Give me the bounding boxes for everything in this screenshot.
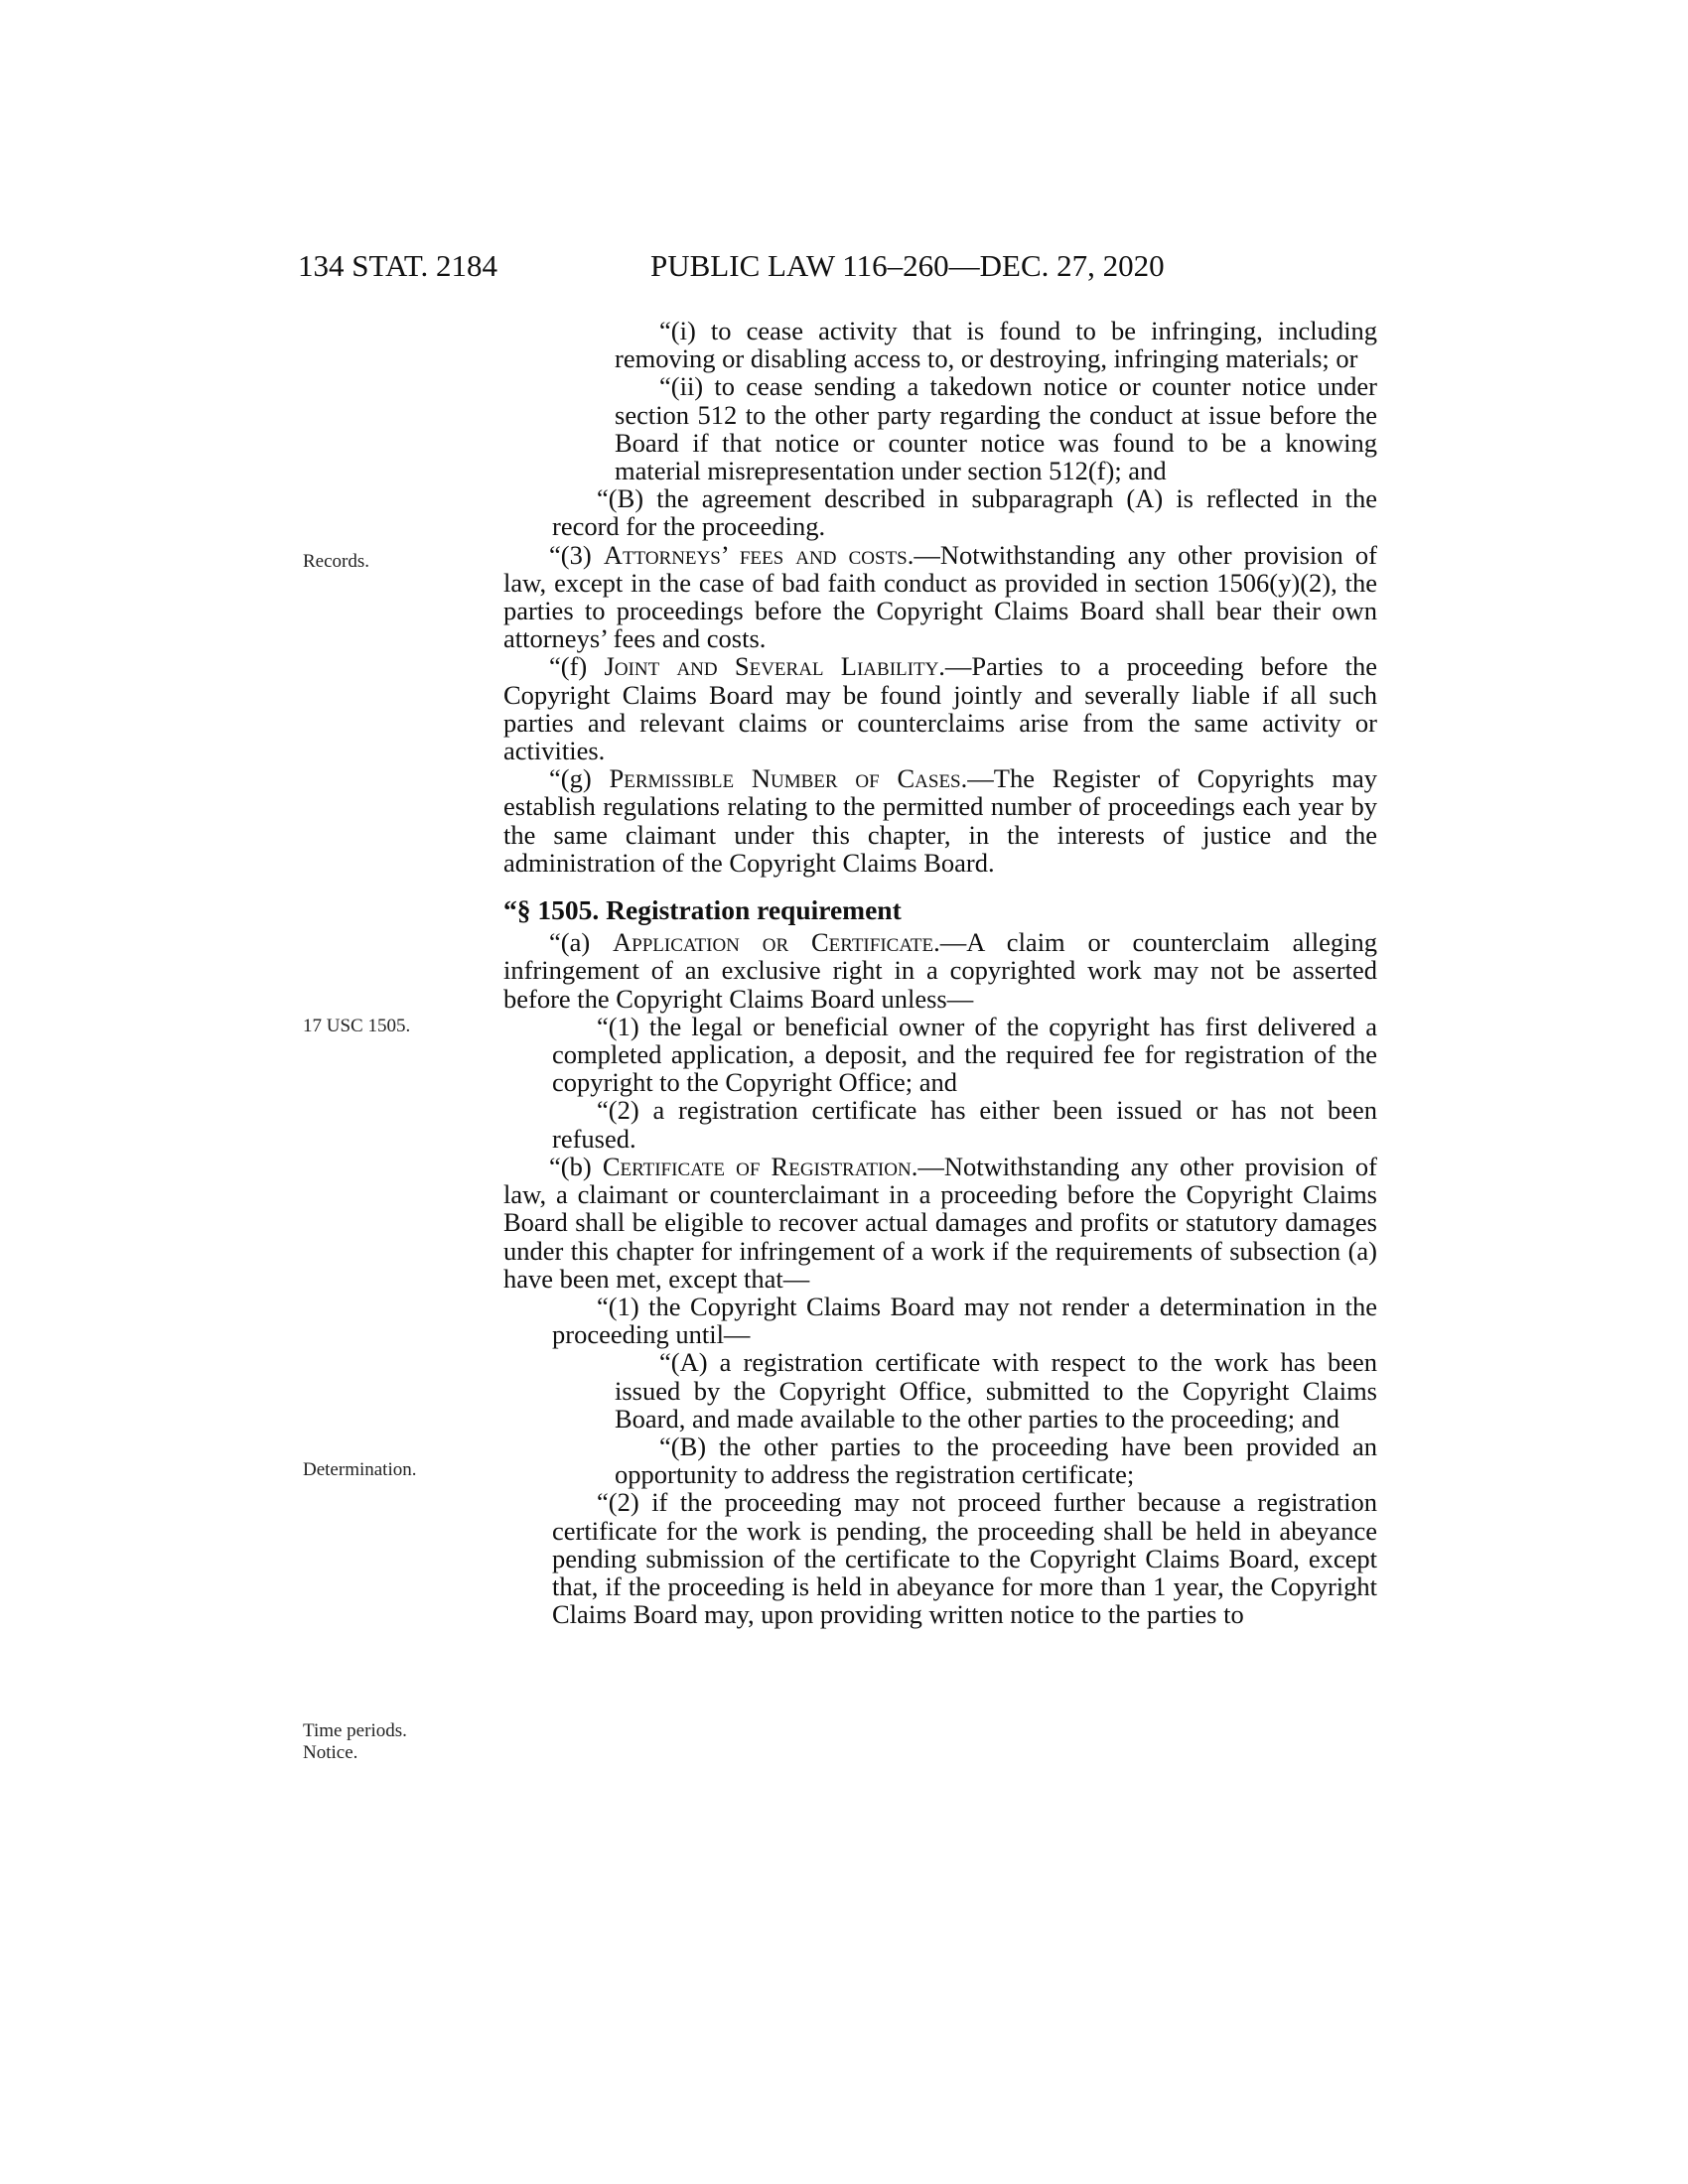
paragraph-a2: “(2) a registration certificate has either been issued or has not been refused. bbox=[552, 1095, 1377, 1154]
margin-note-time-periods: Time periods. bbox=[303, 1720, 407, 1741]
subsection-a-text: .—A claim or counterclaim alleging infringement of an exclusive right in a copyrighted work may not be asserted before the Copyright Claims Board unless— bbox=[503, 927, 1377, 1014]
subsection-b-heading: Certificate of Registration bbox=[602, 1151, 912, 1181]
running-header-title: PUBLIC LAW 116–260—DEC. 27, 2020 bbox=[650, 248, 1165, 283]
paragraph-3-text: .—Notwithstanding any other provision of law, except in the case of bad faith conduct as provided in section 1506(y)(2), the parties to proceedings before the Copyright Claims Board shall bear their own attorneys’ fees and costs. bbox=[503, 539, 1377, 654]
subsection-a-heading: Application or Certificate bbox=[613, 927, 934, 958]
statute-body bbox=[503, 317, 1377, 1628]
subparagraph-B: “(B) the agreement described in subparagraph (A) is reflected in the record for the proceeding. bbox=[552, 483, 1377, 542]
subsection-a bbox=[503, 928, 1377, 1013]
clause-i: “(i) to cease activity that is found to be infringing, including removing or disabling access to, or destroying, infringing materials; or bbox=[615, 316, 1377, 374]
margin-note-notice: Notice. bbox=[303, 1742, 358, 1763]
subsection-g bbox=[503, 764, 1377, 877]
subsection-g-text: .—The Register of Copyrights may establish regulations relating to the permitted number of proceedings each year by the same claimant under this chapter, in the interests of justice and the administration of the Copyright Claims Board. bbox=[503, 763, 1378, 878]
paragraph-3 bbox=[503, 541, 1377, 653]
page-stat-citation: 134 STAT. 2184 bbox=[298, 248, 498, 283]
subsection-f-heading: Joint and Several Liability bbox=[604, 651, 939, 682]
paragraph-a1: “(1) the legal or beneficial owner of the copyright has first delivered a completed application, a deposit, and the required fee for registration of the copyright to the Copyright Office; and bbox=[552, 1011, 1377, 1098]
subsection-f-number: “(f) bbox=[549, 651, 605, 682]
margin-note-determination: Determination. bbox=[303, 1459, 417, 1480]
paragraph-b1: “(1) the Copyright Claims Board may not render a determination in the proceeding until— bbox=[552, 1291, 1377, 1350]
subsection-b-number: “(b) bbox=[549, 1151, 603, 1181]
section-heading: “§ 1505. Registration requirement bbox=[503, 894, 902, 926]
subsection-b-text: .—Notwithstanding any other provision of law, a claimant or counterclaimant in a proceeding before the Copyright Claims Board shall be eligible to recover actual damages and profits or statutory damages under this chapter for infringement of a work if the requirements of subsection (a) have been met, except that— bbox=[503, 1151, 1377, 1294]
paragraph-3-number: “(3) bbox=[549, 539, 604, 570]
paragraph-3-heading: Attorneys’ fees and costs bbox=[603, 539, 908, 570]
subsection-g-heading: Permissible Number of Cases bbox=[609, 763, 961, 794]
subsection-f-text: .—Parties to a proceeding before the Copyright Claims Board may be found jointly and severally liable if all such parties and relevant claims or counterclaims arise from the same activity or activities. bbox=[503, 651, 1377, 766]
paragraph-b2: “(2) if the proceeding may not proceed further because a registration certificate for the work is pending, the proceeding shall be held in abeyance pending submission of the certificate to the Copyright Claims Board, except that, if the proceeding is held in abeyance for more than 1 year, the Copyright Claims Board may, upon providing written notice to the parties to bbox=[552, 1487, 1377, 1630]
subparagraph-b1B: “(B) the other parties to the proceeding have been provided an opportunity to address the registration certificate; bbox=[615, 1431, 1377, 1490]
subparagraph-b1A: “(A) a registration certificate with respect to the work has been issued by the Copyright Office, submitted to the Copyright Claims Board, and made available to the other parties to the proceeding; and bbox=[615, 1347, 1377, 1433]
margin-note-records: Records. bbox=[303, 551, 370, 572]
subsection-f bbox=[503, 652, 1377, 764]
clause-ii: “(ii) to cease sending a takedown notice or counter notice under section 512 to the other party regarding the conduct at issue before the Board if that notice or counter notice was found to be a knowing material misrepresentation under section 512(f); and bbox=[615, 371, 1377, 486]
subsection-g-number: “(g) bbox=[549, 763, 610, 794]
subsection-a-number: “(a) bbox=[549, 927, 614, 958]
subsection-b bbox=[503, 1153, 1377, 1293]
margin-note-usc: 17 USC 1505. bbox=[303, 1016, 411, 1036]
